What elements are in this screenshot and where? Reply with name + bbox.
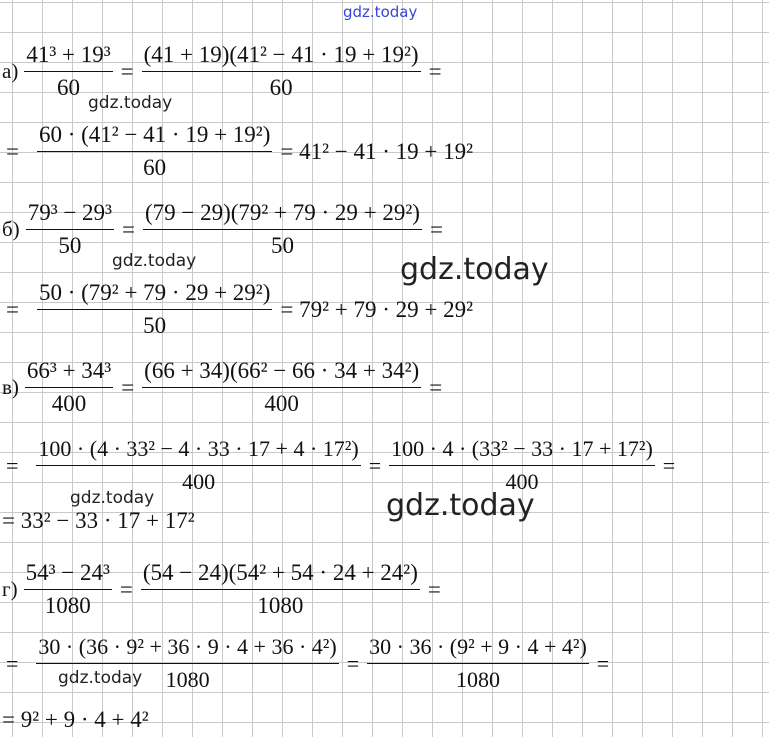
numerator: 41³ + 19³	[24, 42, 112, 72]
watermark-small: gdz.today	[70, 488, 155, 508]
watermark-small: gdz.today	[88, 93, 173, 113]
numerator: (79 − 29)(79² + 79 · 29 + 29²)	[143, 200, 422, 230]
denominator: 1080	[44, 593, 91, 618]
denominator: 1080	[165, 667, 210, 692]
numerator: 30 · (36 · 9² + 36 · 9 · 4 + 36 · 4²)	[36, 634, 338, 664]
equals-sign: =	[6, 452, 19, 478]
numerator: 50 · (79² + 79 · 29 + 29²)	[37, 280, 272, 310]
numerator: 30 · 36 · (9² + 9 · 4 + 4²)	[367, 634, 589, 664]
denominator: 400	[505, 469, 539, 494]
part-v-label: в)	[2, 375, 19, 399]
part-v-line-1	[2, 358, 446, 417]
part-g-line-3	[2, 707, 149, 733]
result-expression: = 41² − 41 · 19 + 19²	[280, 138, 473, 164]
part-g-line-2	[2, 634, 613, 693]
numerator: 66³ + 34³	[25, 358, 113, 388]
denominator: 60	[143, 155, 167, 180]
result-expression: = 9² + 9 · 4 + 4²	[2, 707, 149, 732]
fraction	[142, 42, 421, 101]
fraction	[142, 358, 421, 417]
watermark-top: gdz.today	[343, 3, 418, 21]
denominator: 60	[56, 75, 80, 100]
denominator: 400	[182, 469, 216, 494]
equals-sign: =	[346, 650, 360, 676]
equals-sign: =	[121, 216, 135, 242]
equals-sign: =	[429, 216, 443, 242]
part-b-line-1	[2, 200, 447, 259]
fraction	[37, 280, 272, 339]
numerator: (54 − 24)(54² + 54 · 24 + 24²)	[141, 560, 420, 590]
fraction	[367, 634, 589, 693]
denominator: 1080	[257, 593, 304, 618]
equals-sign: =	[119, 576, 133, 602]
numerator: 54³ − 24³	[24, 560, 112, 590]
fraction	[24, 560, 112, 619]
part-a-label: а)	[2, 59, 19, 83]
numerator: (66 + 34)(66² − 66 · 34 + 34²)	[142, 358, 421, 388]
equals-sign: =	[596, 650, 610, 676]
denominator: 400	[51, 391, 87, 416]
fraction	[25, 358, 113, 417]
part-b-label: б)	[2, 217, 20, 241]
fraction	[36, 436, 360, 495]
fraction	[26, 200, 114, 259]
part-b-line-2	[2, 280, 473, 339]
equals-sign: =	[6, 138, 19, 164]
equals-sign: =	[428, 58, 442, 84]
part-a-line-2	[2, 122, 473, 181]
equals-sign: =	[662, 452, 676, 478]
part-v-line-2	[2, 436, 679, 495]
numerator: 100 · (4 · 33² − 4 · 33 · 17 + 4 · 17²)	[36, 436, 360, 466]
part-v-line-3	[2, 508, 195, 534]
denominator: 60	[269, 75, 293, 100]
numerator: (41 + 19)(41² − 41 · 19 + 19²)	[142, 42, 421, 72]
denominator: 1080	[455, 667, 500, 692]
fraction	[24, 42, 112, 101]
result-expression: = 33² − 33 · 17 + 17²	[2, 508, 195, 533]
part-g-label: г)	[2, 577, 18, 601]
fraction	[389, 436, 655, 495]
numerator: 100 · 4 · (33² − 33 · 17 + 17²)	[389, 436, 655, 466]
part-g-line-1	[2, 560, 445, 619]
watermark-small: gdz.today	[58, 668, 143, 688]
denominator: 400	[264, 391, 299, 416]
watermark-large: gdz.today	[400, 252, 549, 287]
fraction	[141, 560, 420, 619]
numerator: 60 · (41² − 41 · 19 + 19²)	[37, 122, 272, 152]
fraction	[36, 634, 338, 693]
fraction	[37, 122, 272, 181]
equals-sign: =	[6, 296, 19, 322]
fraction	[143, 200, 422, 259]
part-a-line-1	[2, 42, 446, 101]
equals-sign: =	[120, 58, 134, 84]
denominator: 50	[270, 233, 294, 258]
denominator: 50	[143, 313, 167, 338]
equals-sign: =	[121, 374, 135, 400]
equals-sign: =	[427, 576, 441, 602]
equals-sign: =	[368, 452, 382, 478]
equals-sign: =	[6, 650, 19, 676]
equals-sign: =	[429, 374, 443, 400]
watermark-large: gdz.today	[386, 488, 535, 523]
denominator: 50	[58, 233, 82, 258]
watermark-small: gdz.today	[112, 251, 197, 271]
numerator: 79³ − 29³	[26, 200, 114, 230]
result-expression: = 79² + 79 · 29 + 29²	[280, 296, 473, 322]
